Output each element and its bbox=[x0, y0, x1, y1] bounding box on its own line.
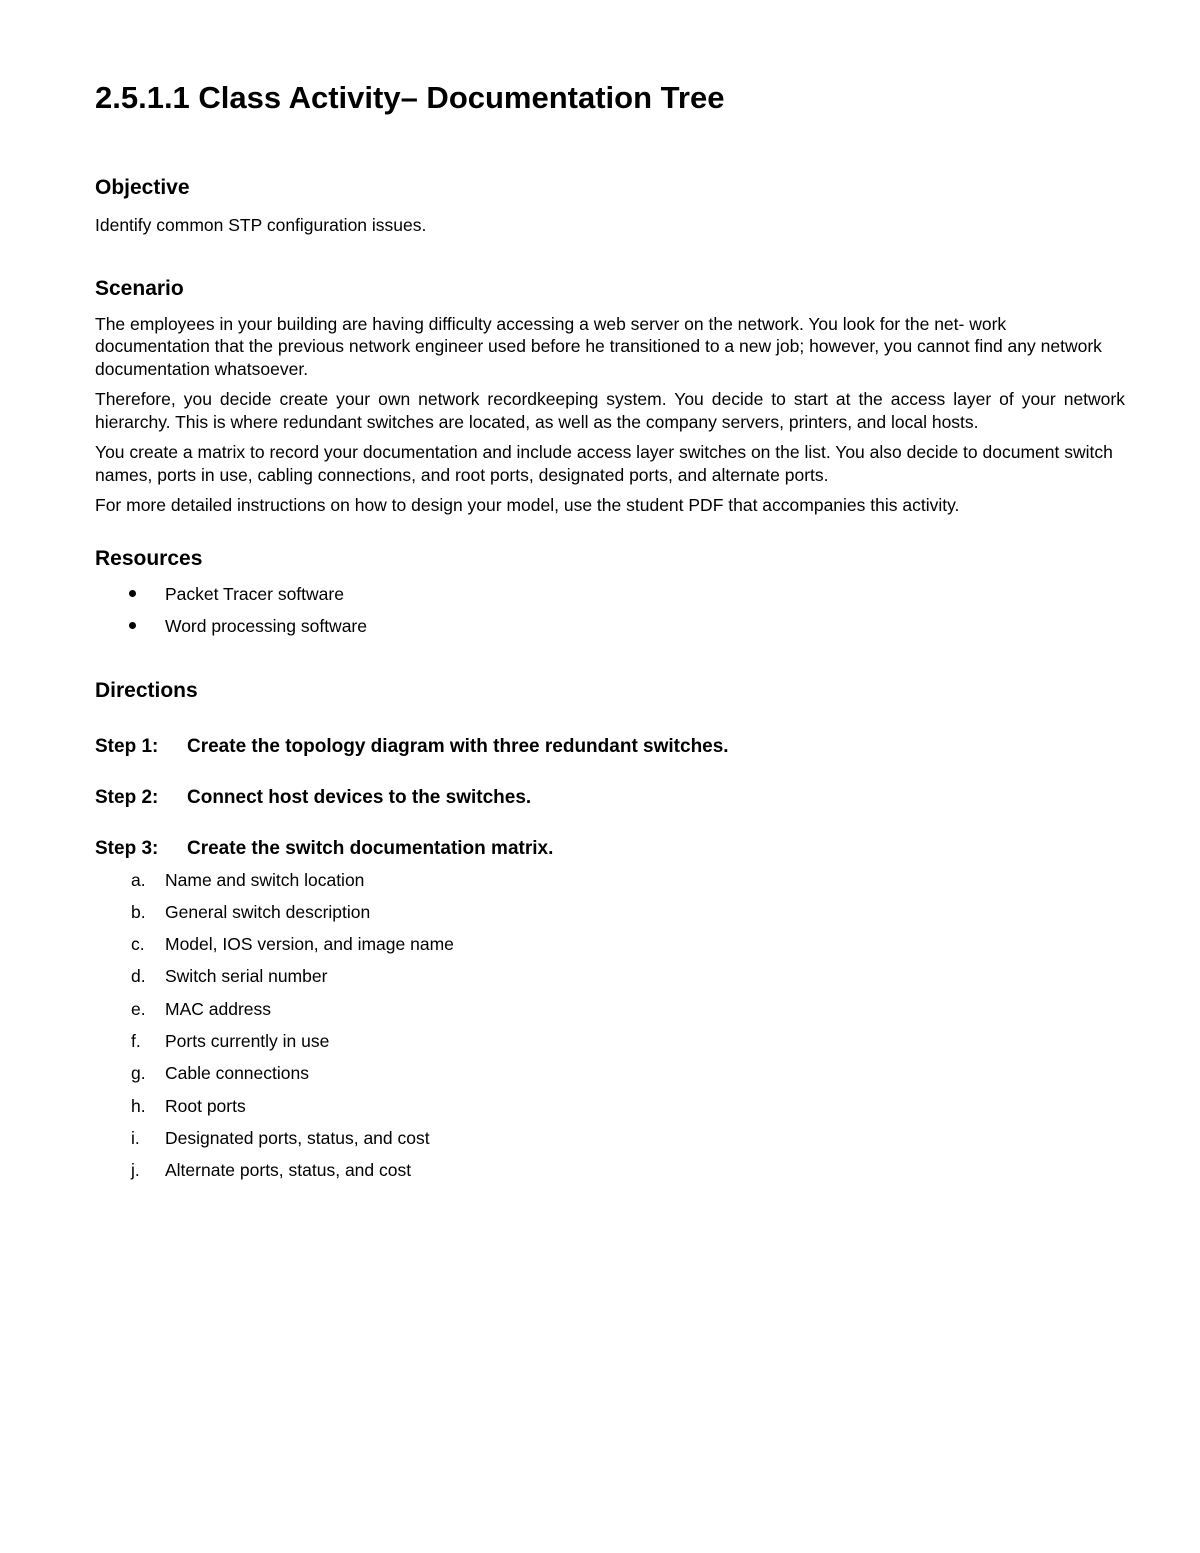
step-text: Create the switch documentation matrix. bbox=[187, 837, 554, 859]
scenario-paragraph-1: The employees in your building are having difficulty accessing a web server on the network. You look for the net- work documentation that the previous network engineer used before he transitioned to a new job; however, you cannot find any network documentation whatsoever. bbox=[95, 313, 1102, 379]
step-number: Step 3: bbox=[95, 837, 159, 859]
list-item bbox=[95, 998, 1125, 1030]
step-number: Step 2: bbox=[95, 786, 159, 808]
resources-heading: Resources bbox=[95, 546, 203, 570]
scenario-paragraph-2: Therefore, you decide create your own network recordkeeping system. You decide to start at the access layer of your network hierarchy. This is where redundant switches are located, as well as the company servers, printers, and local hosts. bbox=[95, 389, 1125, 432]
substep-text: Model, IOS version, and image name bbox=[165, 934, 454, 955]
substep-text: Alternate ports, status, and cost bbox=[165, 1160, 412, 1181]
substep-letter: d. bbox=[131, 966, 146, 987]
list-item bbox=[95, 1095, 1125, 1127]
resource-text: Packet Tracer software bbox=[165, 583, 344, 604]
substep-letter: e. bbox=[131, 998, 146, 1019]
list-item bbox=[95, 901, 1125, 933]
scenario-paragraph-4: For more detailed instructions on how to design your model, use the student PDF that accompanies this activity. bbox=[95, 495, 960, 515]
list-item bbox=[95, 1127, 1125, 1159]
step-text: Create the topology diagram with three redundant switches. bbox=[187, 735, 729, 757]
step-text: Connect host devices to the switches. bbox=[187, 786, 532, 808]
step-1 bbox=[95, 735, 1125, 759]
bullet-icon bbox=[129, 590, 136, 597]
substep-text: Name and switch location bbox=[165, 869, 365, 890]
resources-list bbox=[95, 583, 1125, 648]
substep-letter: c. bbox=[131, 934, 145, 955]
substep-letter: i. bbox=[131, 1127, 140, 1148]
directions-heading: Directions bbox=[95, 678, 198, 702]
list-item bbox=[95, 933, 1125, 965]
scenario-heading: Scenario bbox=[95, 276, 184, 300]
substep-text: Ports currently in use bbox=[165, 1030, 330, 1051]
substep-letter: a. bbox=[131, 869, 146, 890]
list-item bbox=[95, 965, 1125, 997]
substep-text: MAC address bbox=[165, 998, 272, 1019]
list-item bbox=[95, 1062, 1125, 1094]
list-item bbox=[95, 1159, 1125, 1191]
document-page bbox=[95, 78, 1125, 1191]
objective-heading: Objective bbox=[95, 176, 190, 199]
scenario-paragraph-3: You create a matrix to record your documentation and include access layer switches on the list. You also decide to document switch names, ports in use, cabling connections, and root ports, designated ports, and alternate ports. bbox=[95, 442, 1113, 485]
list-item bbox=[95, 869, 1125, 901]
substep-letter: f. bbox=[131, 1030, 141, 1051]
step-number: Step 1: bbox=[95, 735, 159, 757]
substep-letter: h. bbox=[131, 1095, 146, 1116]
document-title: 2.5.1.1 Class Activity– Documentation Tree bbox=[95, 80, 725, 115]
substep-list bbox=[95, 869, 1125, 1192]
resource-text: Word processing software bbox=[165, 616, 367, 636]
list-item bbox=[95, 583, 1125, 616]
substep-letter: j. bbox=[131, 1160, 140, 1181]
substep-text: Designated ports, status, and cost bbox=[165, 1127, 430, 1148]
substep-letter: g. bbox=[131, 1063, 146, 1084]
step-2 bbox=[95, 786, 1125, 810]
substep-text: Cable connections bbox=[165, 1063, 309, 1084]
list-item bbox=[95, 615, 1125, 648]
substep-text: General switch description bbox=[165, 901, 371, 922]
substep-text: Switch serial number bbox=[165, 966, 328, 987]
substep-text: Root ports bbox=[165, 1095, 246, 1116]
substep-letter: b. bbox=[131, 901, 146, 922]
list-item bbox=[95, 1030, 1125, 1062]
bullet-icon bbox=[129, 622, 136, 629]
step-3 bbox=[95, 837, 1125, 861]
objective-text: Identify common STP configuration issues. bbox=[95, 215, 427, 235]
